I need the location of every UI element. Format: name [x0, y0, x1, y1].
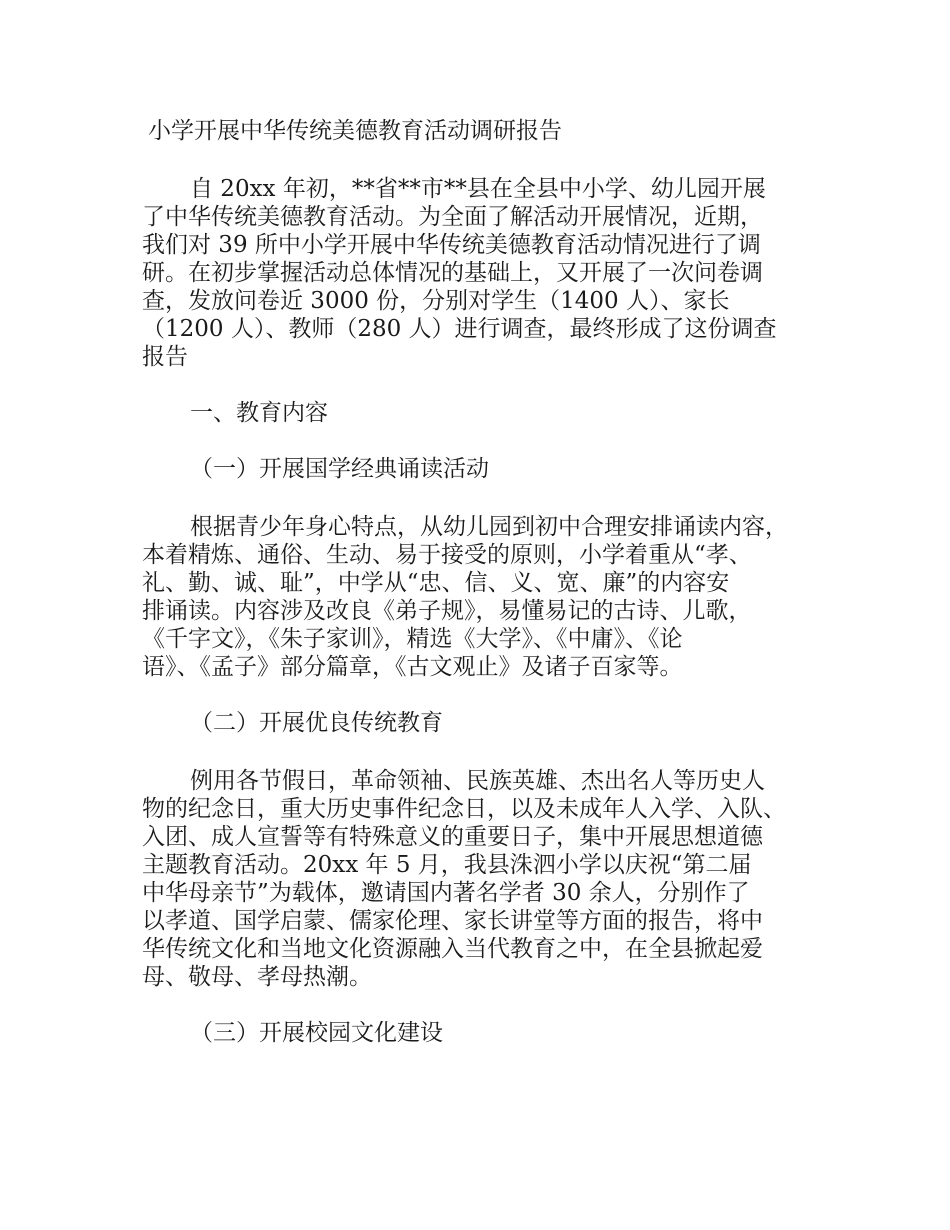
paragraph-line: 入团、成人宣誓等有特殊意义的重要日子，集中开展思想道德 — [142, 824, 763, 850]
paragraph-line: 中华母亲节”为载体，邀请国内著名学者 30 余人，分别作了 — [142, 880, 750, 906]
paragraph-line: 物的纪念日，重大历史事件纪念日，以及未成年人入学、入队、 — [142, 796, 786, 822]
paragraph-line: 母、敬母、孝母热潮。 — [142, 964, 372, 990]
subsection-heading: （一）开展国学经典诵读活动 — [190, 456, 489, 482]
paragraph-line: 语》、《孟子》部分篇章，《古文观止》及诸子百家等。 — [142, 654, 683, 680]
intro-line: 报告 — [142, 344, 188, 370]
intro-line: 查，发放问卷近 3000 份，分别对学生（1400 人）、家长 — [142, 288, 730, 314]
paragraph-line: 例用各节假日，革命领袖、民族英雄、杰出名人等历史人 — [190, 768, 765, 794]
paragraph-line: 《千字文》，《朱子家训》，精选《大学》、《中庸》、《论 — [142, 626, 683, 652]
paragraph-line: 排诵读。内容涉及改良《弟子规》，易懂易记的古诗、儿歌， — [142, 598, 752, 624]
paragraph-line: 礼、勤、诚、耻”，中学从“忠、信、义、宽、廉”的内容安 — [142, 570, 730, 596]
paragraph-line: 华传统文化和当地文化资源融入当代教育之中，在全县掀起爱 — [142, 936, 763, 962]
section-heading: 一、教育内容 — [190, 400, 328, 426]
intro-line: 自 20xx 年初，**省**市**县在全县中小学、幼儿园开展 — [190, 176, 766, 202]
intro-line: 研。在初步掌握活动总体情况的基础上，又开展了一次问卷调 — [142, 260, 763, 286]
paragraph-line: 本着精炼、通俗、生动、易于接受的原则，小学着重从“孝、 — [142, 542, 752, 568]
subsection-heading: （二）开展优良传统教育 — [190, 710, 443, 736]
document-title: 小学开展中华传统美德教育活动调研报告 — [148, 118, 562, 144]
subsection-heading: （三）开展校园文化建设 — [190, 1020, 443, 1046]
intro-line: 我们对 39 所中小学开展中华传统美德教育活动情况进行了调 — [142, 232, 761, 258]
intro-line: 了中华传统美德教育活动。为全面了解活动开展情况，近期， — [142, 204, 763, 230]
paragraph-line: 根据青少年身心特点，从幼儿园到初中合理安排诵读内容， — [190, 514, 788, 540]
intro-line: （1200 人）、教师（280 人）进行调查，最终形成了这份调查 — [142, 316, 777, 342]
paragraph-line: 以孝道、国学启蒙、儒家伦理、家长讲堂等方面的报告，将中 — [142, 908, 763, 934]
paragraph-line: 主题教育活动。20xx 年 5 月，我县洙泗小学以庆祝“第二届 — [142, 852, 752, 878]
